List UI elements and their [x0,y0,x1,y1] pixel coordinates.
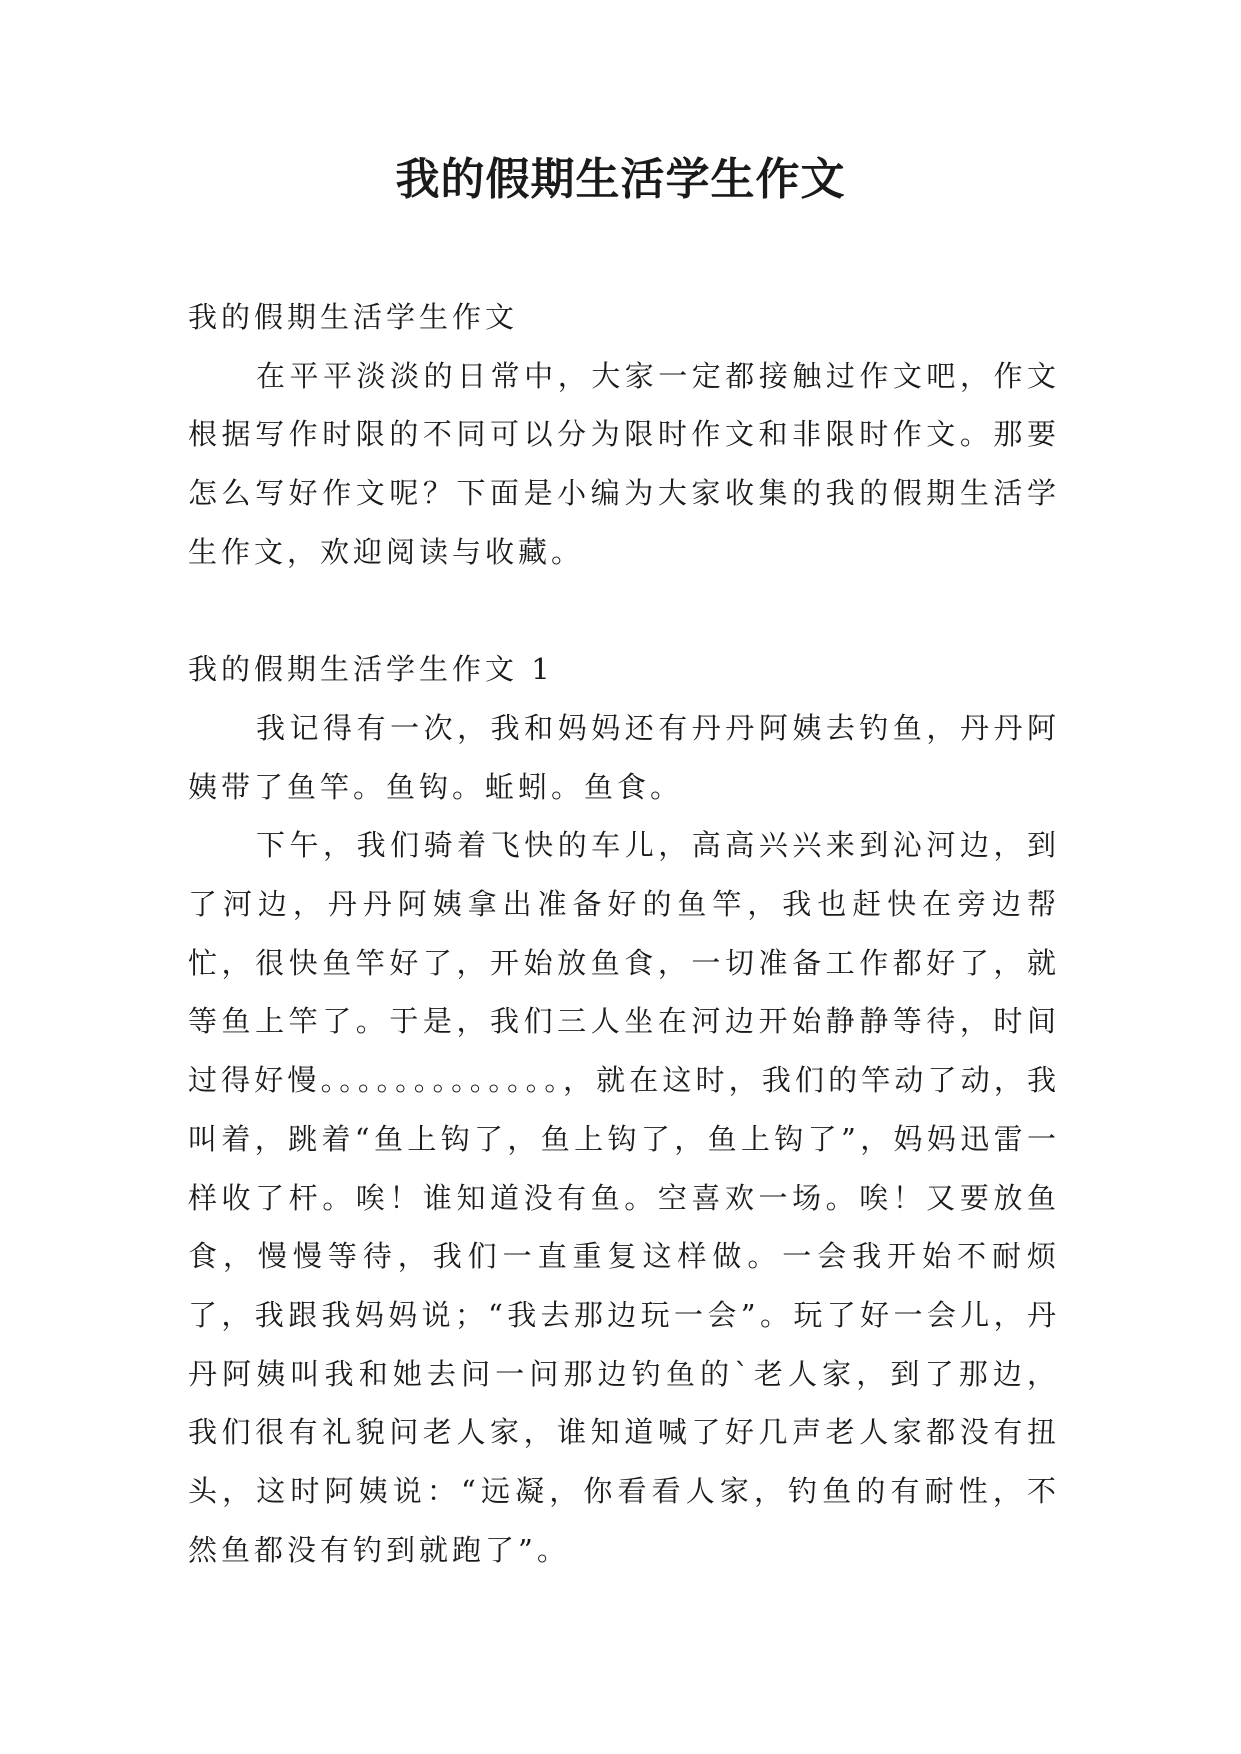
section-spacer [188,582,1060,641]
essay-heading: 我的假期生活学生作文 1 [188,652,554,687]
intro-paragraph: 在平平淡淡的日常中，大家一定都接触过作文吧，作文根据写作时限的不同可以分为限时作文和非限时作文。那要怎么写好作文呢？下面是小编为大家收集的我的假期生活学生作文，欢迎阅读与收藏。 [188,358,1060,569]
document-body [188,288,1060,1579]
essay-paragraph: 我记得有一次，我和妈妈还有丹丹阿姨去钓鱼，丹丹阿姨带了鱼竿。鱼钩。蚯蚓。鱼食。 [188,710,1060,804]
document-title: 我的假期生活学生作文 [395,154,846,205]
essay-paragraph: 下午，我们骑着飞快的车儿，高高兴兴来到沁河边，到了河边，丹丹阿姨拿出准备好的鱼竿，我也赶快在旁边帮忙，很快鱼竿好了，开始放鱼食，一切准备工作都好了，就等鱼上竿了。于是，我们三人坐在河边开始静静等待，时间过得好慢。。。。。。。。。。。。。，就在这时，我们的竿动了动，我叫着，跳着“鱼上钩了，鱼上钩了，鱼上钩了”，妈妈迅雷一样收了杆。唉！谁知道没有鱼。空喜欢一场。唉！又要放鱼食，慢慢等待，我们一直重复这样做。一会我开始不耐烦了，我跟我妈妈说；“我去那边玩一会”。玩了好一会儿，丹丹阿姨叫我和她去问一问那边钓鱼的`老人家，到了那边，我们很有礼貌问老人家，谁知道喊了好几声老人家都没有扭头，这时阿姨说：“远凝，你看看人家，钓鱼的有耐性，不然鱼都没有钓到就跑了”。 [188,828,1060,1567]
intro-heading: 我的假期生活学生作文 [188,300,519,334]
